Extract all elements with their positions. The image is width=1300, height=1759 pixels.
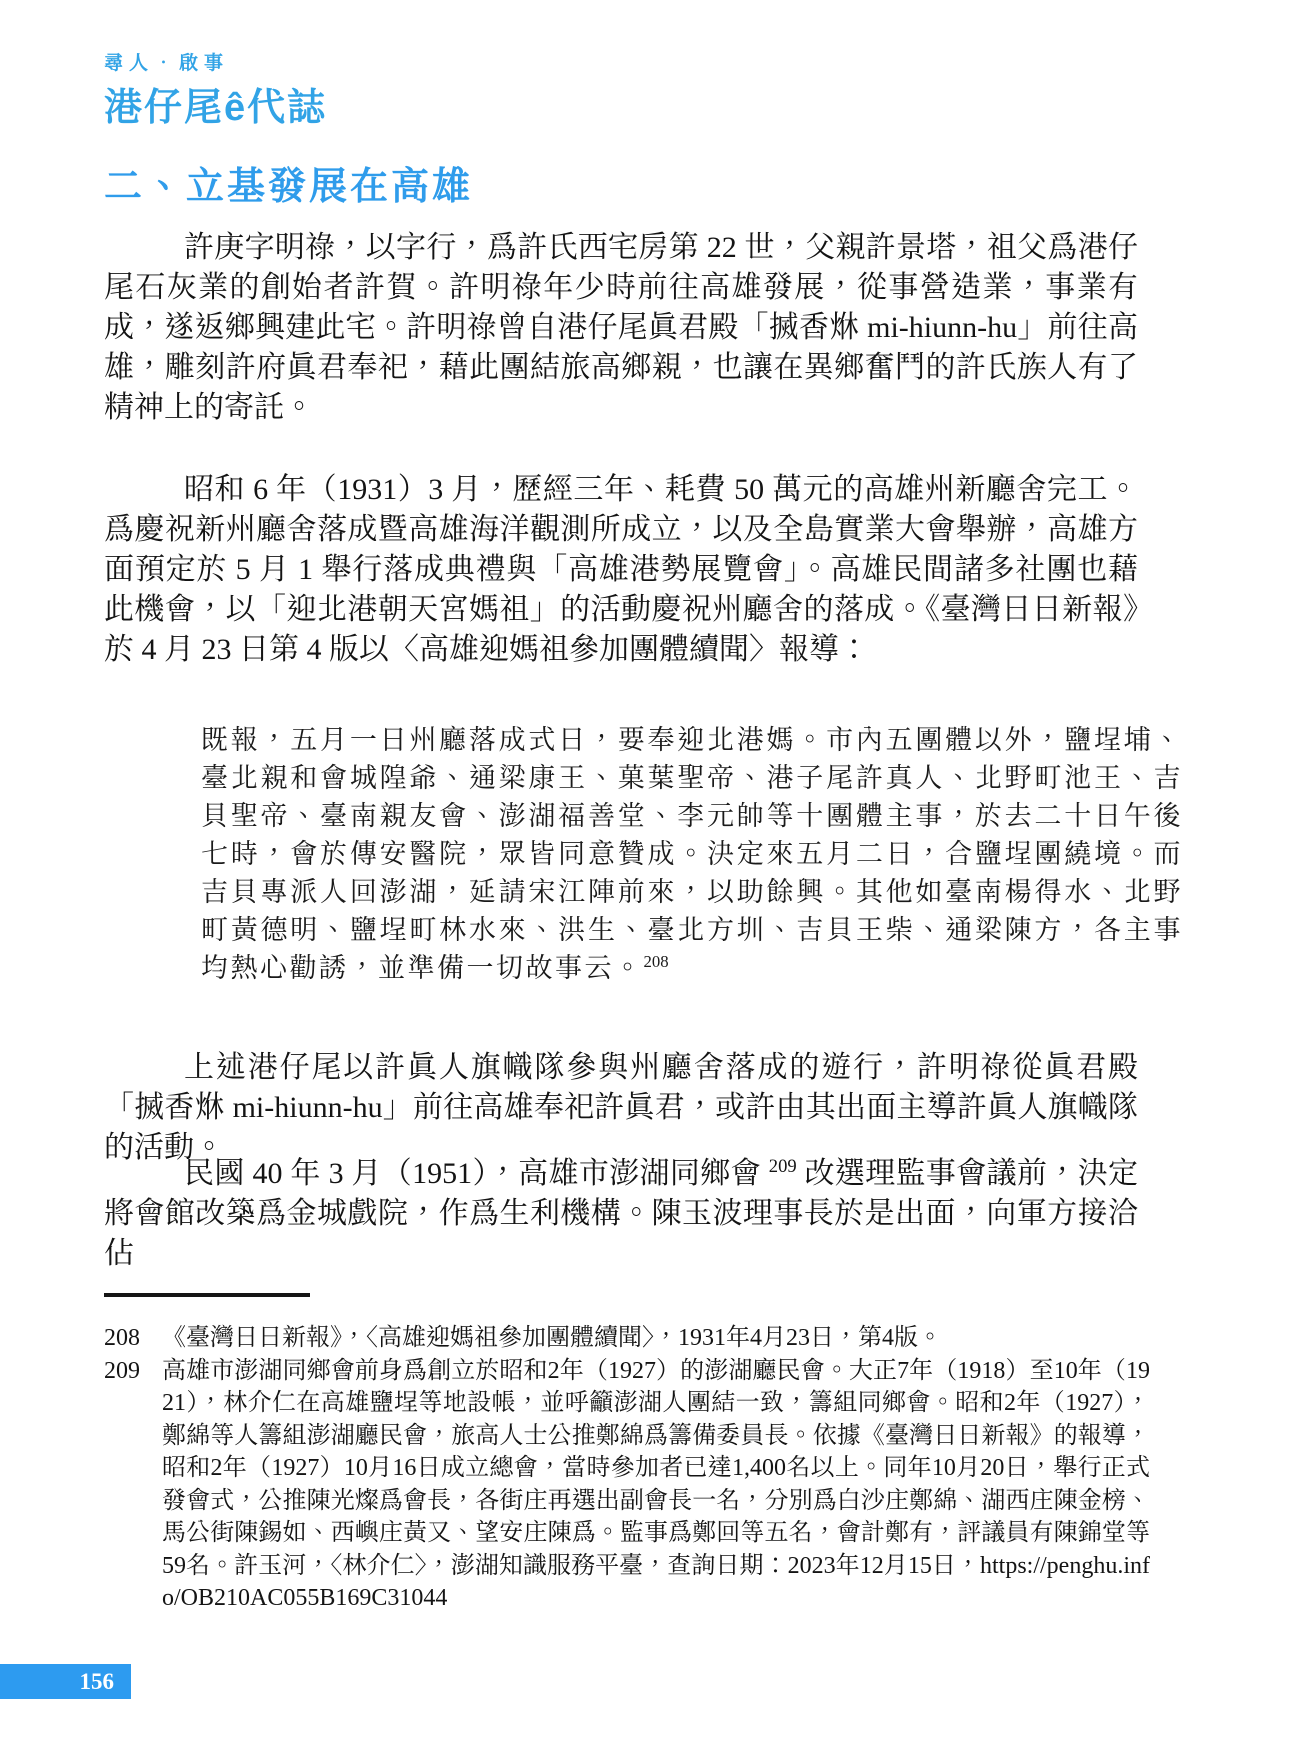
book-logo — [104, 48, 327, 131]
footnote-209 — [104, 1355, 1150, 1615]
footnote-number: 208 — [104, 1325, 140, 1351]
newspaper-quote — [201, 721, 1183, 987]
footnote-text: 《臺灣日日新報》，〈高雄迎媽祖參加團體續聞〉，1931年4月23日，第4版。 — [162, 1325, 942, 1351]
paragraph-4-text-before: 民國 40 年 3 月（1951），高雄市澎湖同鄉會 — [184, 1157, 769, 1190]
footnote-text: 高雄市澎湖同鄉會前身爲創立於昭和2年（1927）的澎湖廳民會。大正7年（1918）至10年（1921），林介仁在高雄鹽埕等地設帳，並呼籲澎湖人團結一致，籌組同鄉會。昭和2年（1927），鄭綿等人籌組澎湖廳民會，旅高人士公推鄭綿爲籌備委員長。依據《臺灣日日新報》的報導，昭和2年（1927）10月16日成立總會，當時參加者已達1,400名以上。同年10月20日，舉行正式發會式，公推陳光燦爲會長，各街庄再選出副會長一名，分別爲白沙庄鄭綿、湖西庄陳金榜、馬公街陳錫如、西嶼庄黃又、望安庄陳爲。監事爲鄭回等五名，會計鄭有，評議員有陳錦堂等59名。許玉河，〈林介仁〉，澎湖知識服務平臺，查詢日期：2023年12月15日，https://penghu.info/OB210AC055B169C31044 — [162, 1357, 1150, 1611]
paragraph-4 — [104, 1154, 1138, 1274]
book-logo-title: 港仔尾ê代誌 — [104, 87, 328, 129]
footnote-208 — [104, 1322, 1150, 1355]
book-logo-tagline: 尋人．啟事 — [104, 53, 230, 74]
page-number: 156 — [79, 1668, 114, 1694]
section-heading: 二、立基發展在高雄 — [104, 166, 474, 209]
footnote-ref-208: 208 — [643, 952, 669, 971]
paragraph-3: 上述港仔尾以許眞人旗幟隊參與州廳舍落成的遊行，許明祿從眞君殿「搣香烌 mi-hiunn-hu」前往高雄奉祀許眞君，或許由其出面主導許眞人旗幟隊的活動。 — [104, 1051, 1138, 1164]
footnote-number: 209 — [104, 1357, 140, 1384]
paragraph-4-text-after: 改選理監事會議前，決定將會館改築爲金城戲院，作爲生利機構。陳玉波理事長於是出面，向軍方接洽佔 — [104, 1157, 1139, 1270]
page-number-badge — [0, 1664, 131, 1699]
newspaper-quote-text: 既報，五月一日州廳落成式日，要奉迎北港媽。市內五團體以外，鹽埕埔、臺北親和會城隍爺、通梁康王、菓葉聖帝、港子尾許真人、北野町池王、吉貝聖帝、臺南親友會、澎湖福善堂、李元帥等十團體主事，於去二十日午後七時，會於傳安醫院，眾皆同意贊成。決定來五月二日，合鹽埕團繞境。而吉貝專派人回澎湖，延請宋江陣前來，以助餘興。其他如臺南楊得水、北野町黃德明、鹽埕町林水來、洪生、臺北方圳、吉貝王柴、通梁陳方，各主事均熱心勸誘，並準備一切故事云。 — [201, 725, 1183, 983]
paragraph-1: 許庚字明祿，以字行，爲許氏西宅房第 22 世，父親許景塔，祖父爲港仔尾石灰業的創始者許賀。許明祿年少時前往高雄發展，從事營造業，事業有成，遂返鄉興建此宅。許明祿曾自港仔尾眞君殿「搣香烌 mi-hiunn-hu」前往高雄，雕刻許府眞君奉祀，藉此團結旅高鄉親，也讓在異鄉奮鬥的許氏族人有了精神上的寄託。 — [104, 231, 1138, 424]
footnotes-section — [104, 1322, 1150, 1615]
footnote-ref-209: 209 — [768, 1156, 797, 1177]
paragraph-2: 昭和 6 年（1931）3 月，歷經三年、耗費 50 萬元的高雄州新廳舍完工。爲慶祝新州廳舍落成暨高雄海洋觀測所成立，以及全島實業大會舉辦，高雄方面預定於 5 月 1 舉行落成典禮與「高雄港勢展覽會」。高雄民間諸多社團也藉此機會，以「迎北港朝天宮媽祖」的活動慶祝州廳舍的落成。《臺灣日日新報》於 4 月 23 日第 4 版以〈高雄迎媽祖參加團體續聞〉報導： — [104, 473, 1138, 666]
footnote-separator — [104, 1293, 310, 1297]
